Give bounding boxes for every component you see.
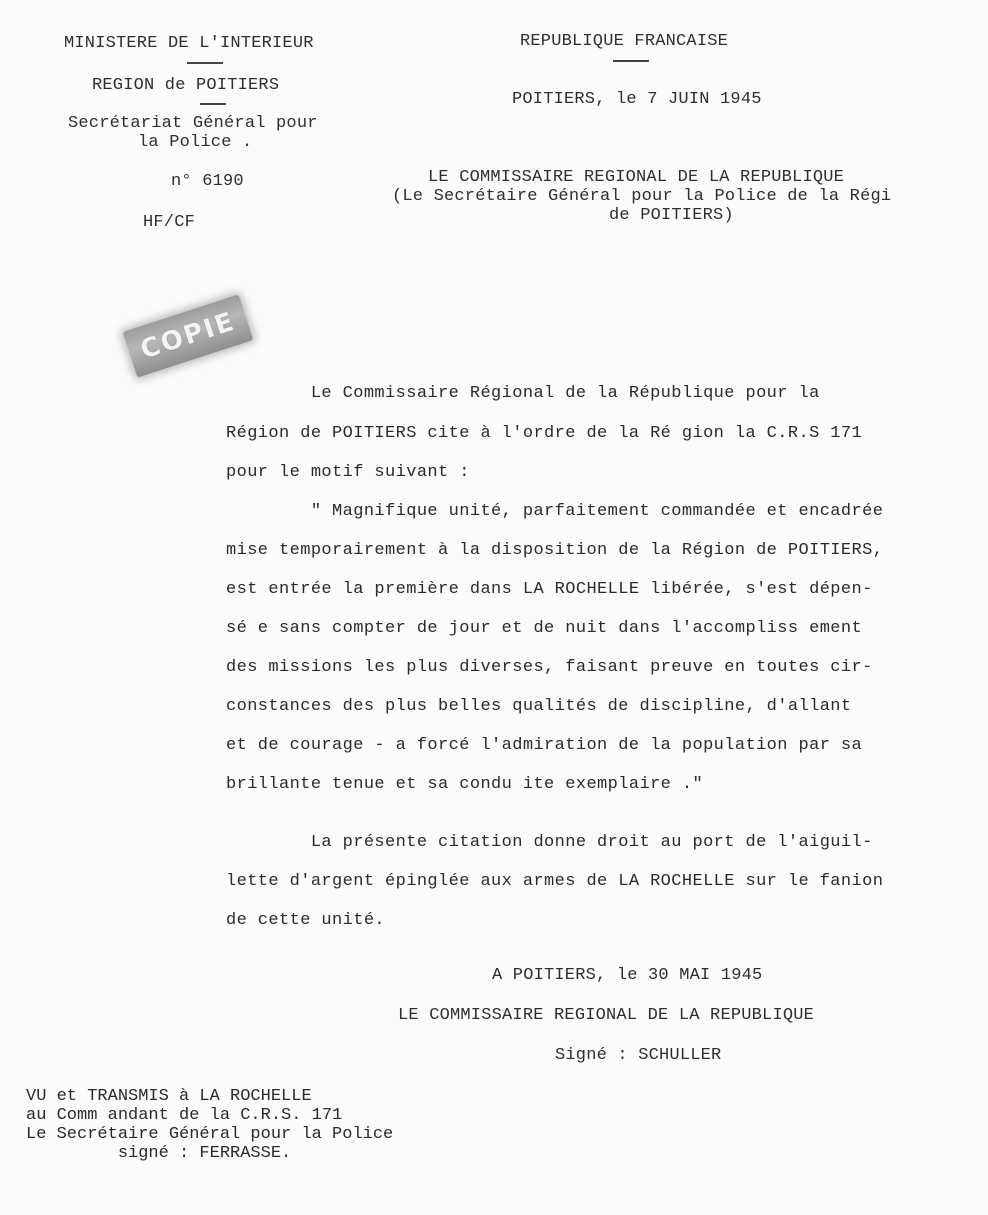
body-line: Région de POITIERS cite à l'ordre de la Ré gion la C.R.S 171 bbox=[226, 424, 863, 443]
body-line: La présente citation donne droit au port de l'aiguil- bbox=[226, 833, 873, 852]
body-line: pour le motif suivant : bbox=[226, 463, 470, 482]
commissioner-title: LE COMMISSAIRE REGIONAL DE LA REPUBLIQUE bbox=[428, 168, 845, 187]
body-line: Le Commissaire Régional de la République pour la bbox=[226, 384, 820, 403]
body-line: constances des plus belles qualités de discipline, d'allant bbox=[226, 697, 852, 716]
region-heading: REGION de POITIERS bbox=[92, 76, 280, 95]
republic-underline bbox=[613, 60, 649, 62]
transmission-line-1: VU et TRANSMIS à LA ROCHELLE bbox=[26, 1087, 312, 1106]
transmission-line-2: au Comm andant de la C.R.S. 171 bbox=[26, 1106, 343, 1125]
body-line: est entrée la première dans LA ROCHELLE libérée, s'est dépen- bbox=[226, 580, 873, 599]
secretariat-line-1: Secrétariat Général pour bbox=[68, 114, 318, 133]
signature-title: LE COMMISSAIRE REGIONAL DE LA REPUBLIQUE bbox=[398, 1006, 815, 1025]
republic-heading: REPUBLIQUE FRANCAISE bbox=[520, 32, 729, 51]
ministry-heading: MINISTERE DE L'INTERIEUR bbox=[64, 34, 314, 53]
header-place-date: POITIERS, le 7 JUIN 1945 bbox=[512, 90, 762, 109]
body-line: et de courage - a forcé l'admiration de la population par sa bbox=[226, 736, 863, 755]
copy-stamp-label: COPIE bbox=[136, 306, 240, 366]
body-line: lette d'argent épinglée aux armes de LA ROCHELLE sur le fanion bbox=[226, 872, 884, 891]
body-line: sé e sans compter de jour et de nuit dans l'accompliss ement bbox=[226, 619, 863, 638]
reference-number: n° 6190 bbox=[171, 172, 244, 191]
body-line: mise temporairement à la disposition de la Région de POITIERS, bbox=[226, 541, 884, 560]
secretary-line-2: de POITIERS) bbox=[609, 206, 734, 225]
transmission-line-4: signé : FERRASSE. bbox=[26, 1144, 292, 1163]
region-underline bbox=[200, 103, 226, 105]
body-line: brillante tenue et sa condu ite exemplaire ." bbox=[226, 775, 704, 794]
copy-stamp bbox=[123, 294, 254, 377]
signature-signed: Signé : SCHULLER bbox=[555, 1046, 722, 1065]
transmission-line-3: Le Secrétaire Général pour la Police bbox=[26, 1125, 394, 1144]
initials: HF/CF bbox=[143, 213, 196, 232]
body-line: des missions les plus diverses, faisant preuve en toutes cir- bbox=[226, 658, 873, 677]
ministry-underline bbox=[187, 62, 223, 64]
secretary-line-1: (Le Secrétaire Général pour la Police de la Régi bbox=[392, 187, 892, 206]
body-line: de cette unité. bbox=[226, 911, 386, 930]
signature-place-date: A POITIERS, le 30 MAI 1945 bbox=[492, 966, 763, 985]
secretariat-line-2: la Police . bbox=[138, 133, 253, 152]
body-line: " Magnifique unité, parfaitement commandée et encadrée bbox=[226, 502, 884, 521]
